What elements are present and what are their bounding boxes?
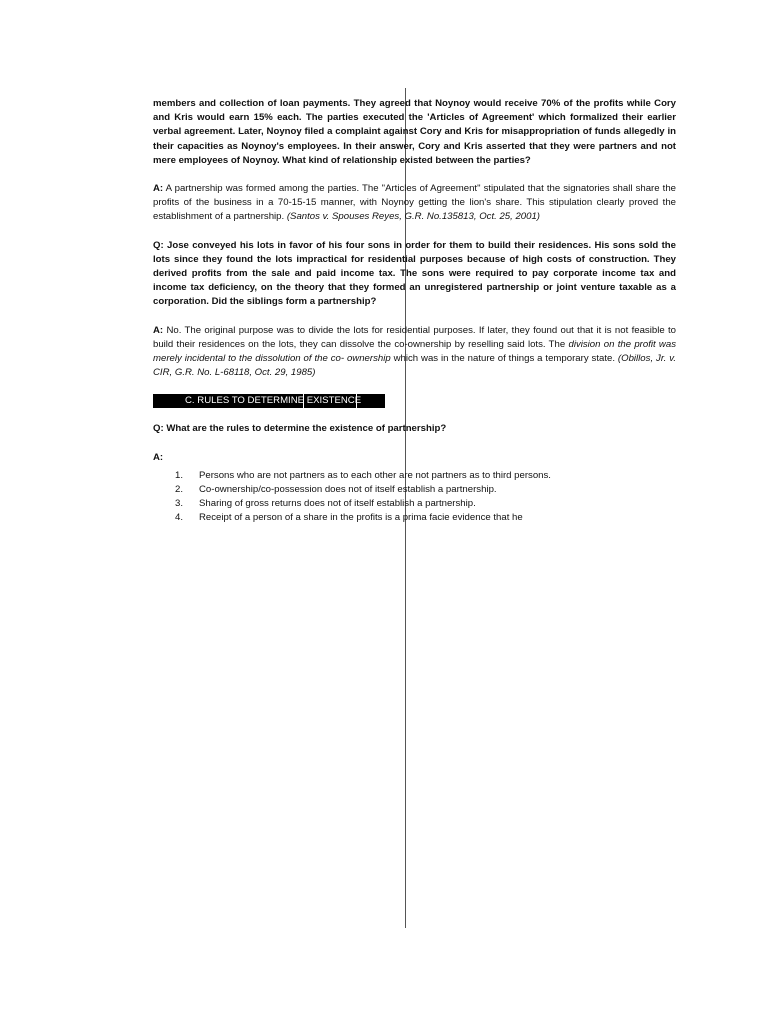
answer-italic-text: division on the profit was merely incidental to the dissolution of the co- ownership: [153, 338, 676, 365]
answer-label: A:: [153, 451, 164, 463]
answer-label: A:: [153, 183, 164, 195]
question-3: Q: What are the rules to determine the existence of partnership?: [153, 423, 447, 435]
answer-label: A:: [153, 324, 164, 336]
answer-citation: (Santos v. Spouses Reyes, G.R. No.135813, Oct. 25, 2001): [286, 211, 540, 223]
list-text: Co-ownership/co-possession does not of itself establish a partnership.: [199, 484, 497, 496]
list-number: 4.: [175, 512, 184, 524]
section-heading-text: C. RULES TO DETERMINE EXISTENCE: [185, 395, 362, 407]
answer-text: A partnership was formed among the parties. The "Articles of Agreement" stipulated that the signatories shall share the profits of the business in a 70-15-15 manner, with Noynoy getting the lion's share. This stipulation clearly proved the establishment of a partnership.: [153, 183, 676, 223]
answer-citation: (Obillos, Jr. v. CIR, G.R. No. L-68118, Oct. 29, 1985): [153, 353, 676, 379]
question-2: Q: Jose conveyed his lots in favor of his four sons in order for them to build their residences. His sons sold the lots since they found the lots impractical for residential purposes because of high costs of construction. They derived profits from the sale and paid income tax. The sons were required to pay corporate income tax and income tax deficiency, on the theory that they formed an unregistered partnership or joint venture taxable as a corporation. Did the siblings form a partnership?: [153, 239, 676, 308]
list-text: Receipt of a person of a share in the profits is a prima facie evidence that he: [199, 512, 523, 524]
question-continuation: members and collection of loan payments. They agreed that Noynoy would receive 70% of the profits while Cory and Kris would earn 15% each. The parties executed the 'Articles of Agreement' which formalized their earlier verbal agreement. Later, Noynoy filed a complaint against Cory and Kris for misappropriation of funds allegedly in their capacities as Noynoy's employees. In their answer, Cory and Kris asserted that they were partners and not mere employees of Noynoy. What kind of relationship existed between the parties?: [153, 98, 676, 166]
list-number: 1.: [175, 469, 184, 481]
list-item: [153, 483, 676, 497]
list-text: Sharing of gross returns does not of itself establish a partnership.: [199, 498, 476, 510]
list-number: 3.: [175, 498, 184, 510]
list-item: [153, 469, 676, 483]
answer-text-part1: No. The original purpose was to divide the lots for residential purposes. If later, they found out that it is not feasible to build their residences on the lots, they can dissolve the co-ownership by reselling said lots. The: [153, 324, 676, 350]
list-item: [153, 511, 676, 525]
rules-list: [153, 469, 676, 526]
answer-text-part2: which was in the nature of things a temporary state.: [390, 353, 618, 365]
document-page: [153, 97, 676, 526]
answer-3: [153, 451, 676, 526]
answer-2: [153, 324, 676, 381]
list-number: 2.: [175, 484, 184, 496]
list-text: Persons who are not partners as to each other are not partners as to third persons.: [199, 469, 551, 481]
answer-1: [153, 182, 676, 225]
list-item: [153, 497, 676, 511]
section-heading: [153, 394, 385, 408]
